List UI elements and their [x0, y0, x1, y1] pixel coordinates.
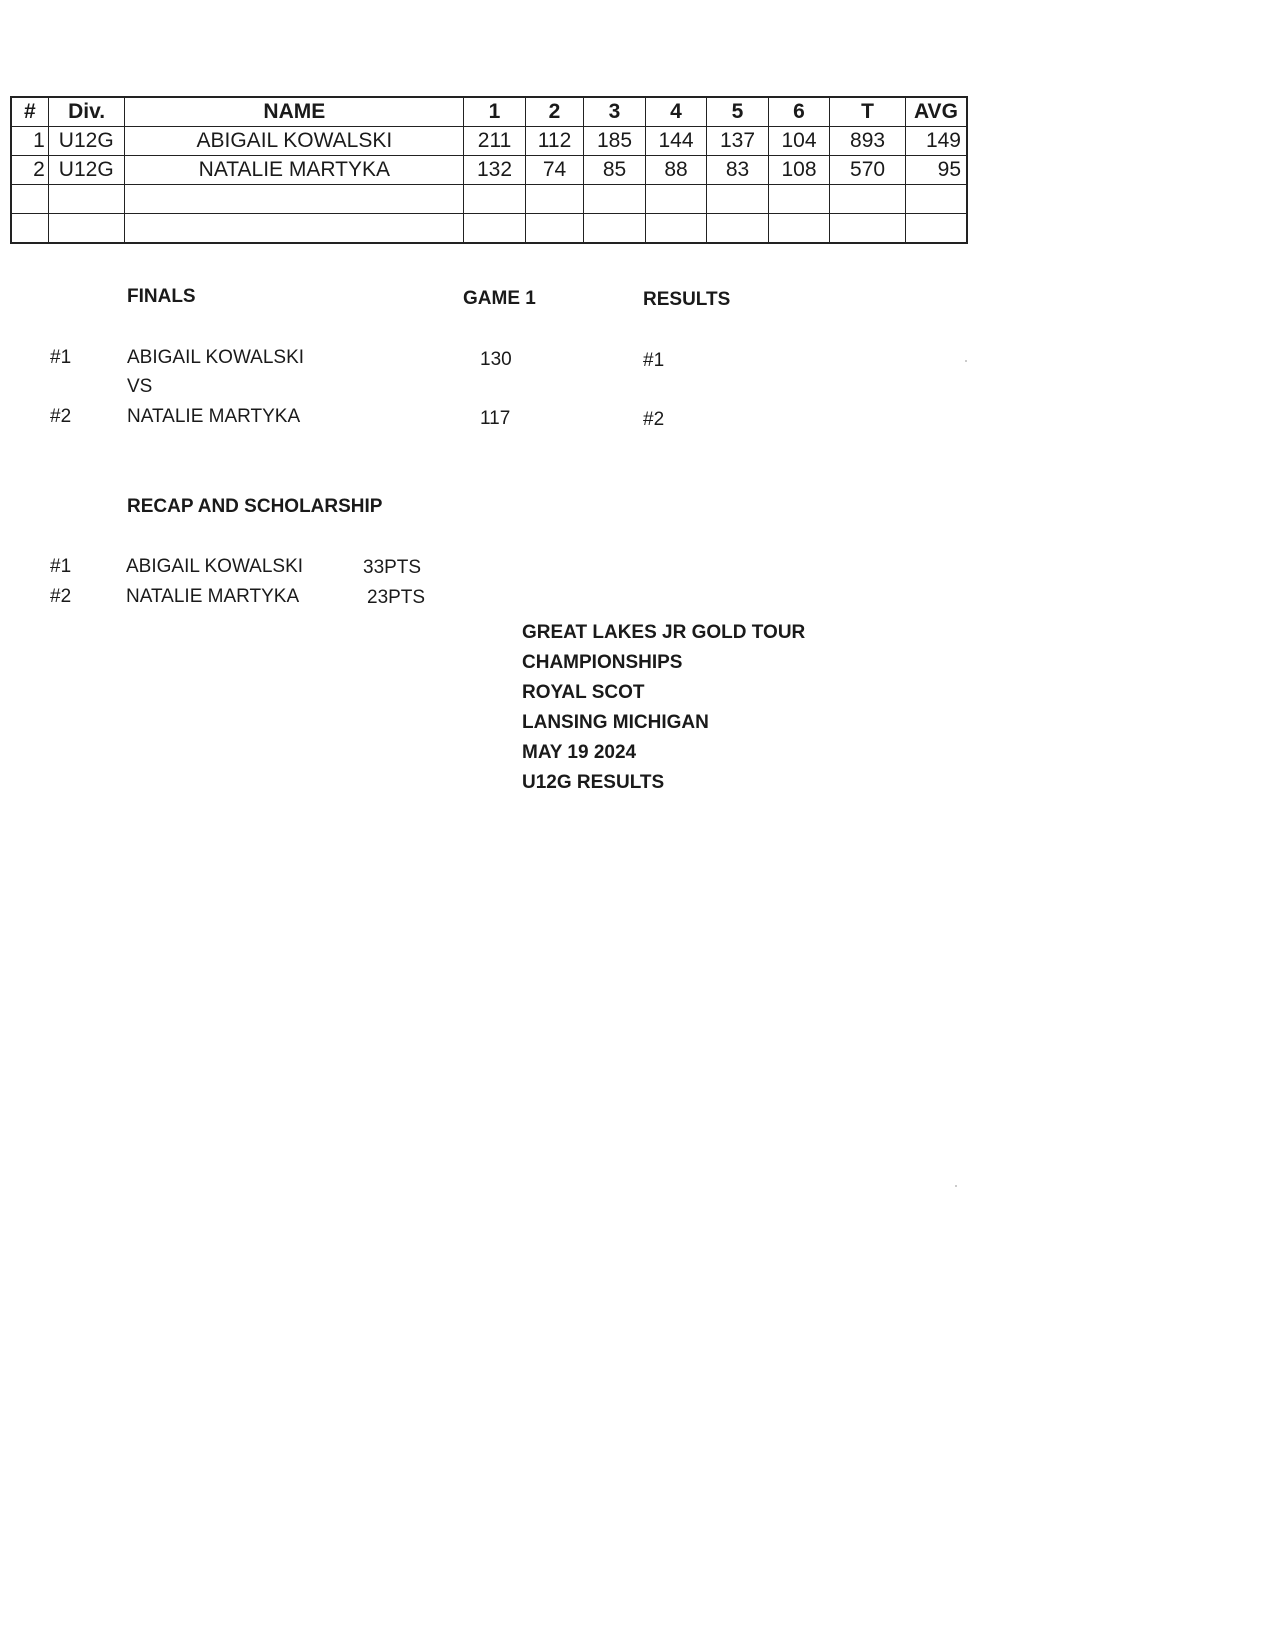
event-location: LANSING MICHIGAN	[522, 712, 709, 733]
cell-average: 95	[905, 156, 967, 185]
header-total: T	[830, 97, 906, 127]
finals-heading: FINALS	[127, 286, 196, 307]
cell-game-2: 112	[525, 127, 583, 156]
cell-game-3: 185	[584, 127, 646, 156]
cell-division: U12G	[48, 156, 125, 185]
event-tour-name: GREAT LAKES JR GOLD TOUR	[522, 622, 806, 643]
recap-points-2: 23PTS	[367, 587, 426, 608]
header-name: NAME	[125, 97, 464, 127]
recap-name-1: ABIGAIL KOWALSKI	[126, 556, 304, 577]
empty-table-row	[11, 214, 967, 244]
cell-game-4: 144	[645, 127, 707, 156]
cell-game-6: 108	[768, 156, 830, 185]
scan-speck	[955, 1185, 957, 1187]
event-division-results: U12G RESULTS	[522, 772, 665, 793]
finals-player-2: NATALIE MARTYKA	[127, 406, 301, 427]
header-game-6: 6	[768, 97, 830, 127]
event-info	[522, 618, 805, 798]
finals-game-heading: GAME 1	[463, 288, 536, 309]
header-rank: #	[11, 97, 48, 127]
cell-name: NATALIE MARTYKA	[125, 156, 464, 185]
cell-rank: 2	[11, 156, 48, 185]
table-row	[11, 156, 967, 185]
cell-average: 149	[905, 127, 967, 156]
standings-table	[10, 96, 968, 244]
finals-versus: VS	[127, 376, 153, 397]
header-game-3: 3	[584, 97, 646, 127]
finals-seed-1: #1	[50, 347, 72, 368]
event-venue: ROYAL SCOT	[522, 682, 645, 703]
event-date: MAY 19 2024	[522, 742, 637, 763]
cell-rank: 1	[11, 127, 48, 156]
finals-player-1: ABIGAIL KOWALSKI	[127, 347, 305, 368]
cell-game-1: 211	[464, 127, 526, 156]
table-row	[11, 127, 967, 156]
cell-total: 893	[830, 127, 906, 156]
recap-heading: RECAP AND SCHOLARSHIP	[127, 496, 383, 517]
cell-game-1: 132	[464, 156, 526, 185]
cell-game-2: 74	[525, 156, 583, 185]
finals-score-2: 117	[480, 408, 511, 429]
finals-seed-2: #2	[50, 406, 72, 427]
finals-score-1: 130	[480, 349, 512, 370]
recap-place-2: #2	[50, 586, 72, 607]
cell-name: ABIGAIL KOWALSKI	[125, 127, 464, 156]
event-championships: CHAMPIONSHIPS	[522, 652, 683, 673]
header-game-2: 2	[525, 97, 583, 127]
empty-table-row	[11, 185, 967, 214]
table-header-row	[11, 97, 967, 127]
finals-results-heading: RESULTS	[643, 289, 731, 310]
header-game-5: 5	[707, 97, 769, 127]
header-average: AVG	[905, 97, 967, 127]
header-game-4: 4	[645, 97, 707, 127]
header-game-1: 1	[464, 97, 526, 127]
recap-points-1: 33PTS	[363, 557, 422, 578]
cell-game-3: 85	[584, 156, 646, 185]
cell-game-5: 83	[707, 156, 769, 185]
cell-game-4: 88	[645, 156, 707, 185]
recap-name-2: NATALIE MARTYKA	[126, 586, 300, 607]
finals-result-2: #2	[643, 409, 665, 430]
finals-result-1: #1	[643, 350, 665, 371]
cell-total: 570	[830, 156, 906, 185]
cell-division: U12G	[48, 127, 125, 156]
scan-speck	[965, 360, 967, 362]
header-division: Div.	[48, 97, 125, 127]
recap-place-1: #1	[50, 556, 72, 577]
cell-game-5: 137	[707, 127, 769, 156]
cell-game-6: 104	[768, 127, 830, 156]
